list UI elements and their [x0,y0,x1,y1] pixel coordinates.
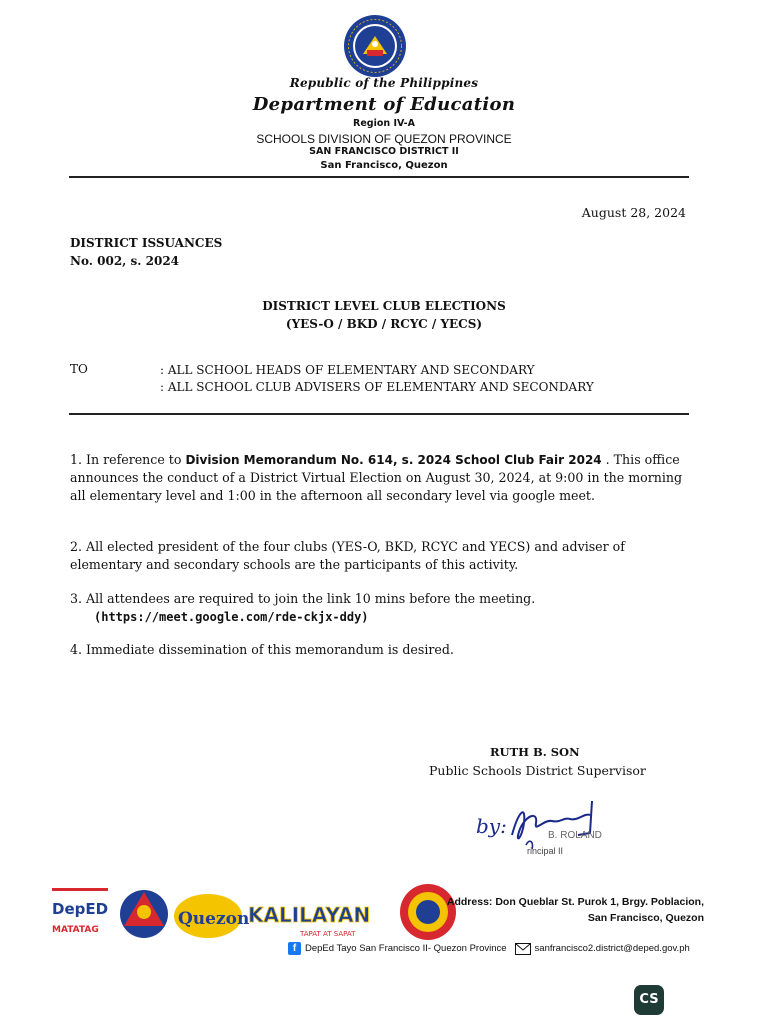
to-label: TO [70,362,88,376]
issuance-line-1: DISTRICT ISSUANCES [70,236,223,250]
recipient-line: : ALL SCHOOL CLUB ADVISERS OF ELEMENTARY AND SECONDARY [160,380,594,394]
svg-text:DepED: DepED [52,900,109,918]
stamp-role: rincipal II [527,846,564,856]
paragraph-3 [70,590,695,626]
address-line-2: San Francisco, Quezon [587,912,704,924]
paragraph-1 [70,451,695,505]
issuance-line-2: No. 002, s. 2024 [70,254,180,268]
subject-line-1: DISTRICT LEVEL CLUB ELECTIONS [262,299,506,313]
paragraph-3-text: 3. All attendees are required to join the link 10 mins before the meeting. [70,591,536,606]
republic-heading: Republic of the Philippines [289,76,479,90]
bagong-pilipinas-logo [120,890,168,938]
footer-logos [48,882,468,948]
deped-matatag-logo [52,888,108,935]
signature-by-text: by: [476,814,507,838]
svg-text:MATATAG: MATATAG [52,925,99,935]
svg-text:Quezon: Quezon [178,909,250,929]
svg-text:KALILAYAN: KALILAYAN [248,903,371,927]
department-heading: Department of Education [252,94,516,115]
memo-subject [0,297,768,333]
subject-line-2: (YES-O / BKD / RCYC / YECS) [285,317,483,331]
division-label: SCHOOLS DIVISION OF QUEZON PROVINCE [256,132,512,146]
footer-contact [288,942,690,955]
paragraph-4: 4. Immediate dissemination of this memorandum is desired. [70,642,454,657]
paragraph-1-text: . This office announces the conduct of a District Virtual Election on August 30, 2024, at 9:00 in the morning all elementary level and 1:00 in the afternoon all secondary level via google meet. [70,452,683,503]
facebook-icon: f [288,942,301,955]
district-label: SAN FRANCISCO DISTRICT II [309,146,459,157]
paragraph-1-prefix: 1. In reference to [70,452,186,467]
issuance-number [70,234,222,270]
recipient-line: : ALL SCHOOL HEADS OF ELEMENTARY AND SECONDARY [160,363,535,377]
header-divider [69,176,689,178]
town-label: San Francisco, Quezon [320,160,448,171]
deped-seal-logo [343,14,407,78]
recipient-divider [69,413,689,415]
paragraph-2: 2. All elected president of the four clubs (YES-O, BKD, RCYC and YECS) and adviser of elementary and secondary schools are the participants of this activity. [70,539,625,572]
address-line-1: Don Queblar St. Purok 1, Brgy. Poblacion, [492,896,704,908]
facebook-page[interactable]: DepEd Tayo San Francisco II- Quezon Province [305,943,507,954]
kalilayan-logo [248,903,370,938]
memo-date: August 28, 2024 [581,205,686,220]
footer-address [447,894,704,926]
stamp-name: B. ROLAND [548,830,602,841]
camscanner-badge: CS [634,985,664,1015]
signatory-name: RUTH B. SON [490,745,580,759]
region-label: Region IV-A [353,118,415,129]
recipient-list [160,362,594,396]
deped-quezon-logo [174,894,249,938]
email-address[interactable]: sanfrancisco2.district@deped.gov.ph [534,943,690,954]
memo-reference: Division Memorandum No. 614, s. 2024 School Club Fair 2024 [185,453,602,467]
email-icon [515,943,531,955]
address-label: Address: [446,896,493,908]
svg-text:TAPAT AT SAPAT: TAPAT AT SAPAT [300,930,356,938]
signatory-title: Public Schools District Supervisor [429,763,646,778]
meeting-link[interactable]: (https://meet.google.com/rde-ckjx-ddy) [94,610,369,624]
